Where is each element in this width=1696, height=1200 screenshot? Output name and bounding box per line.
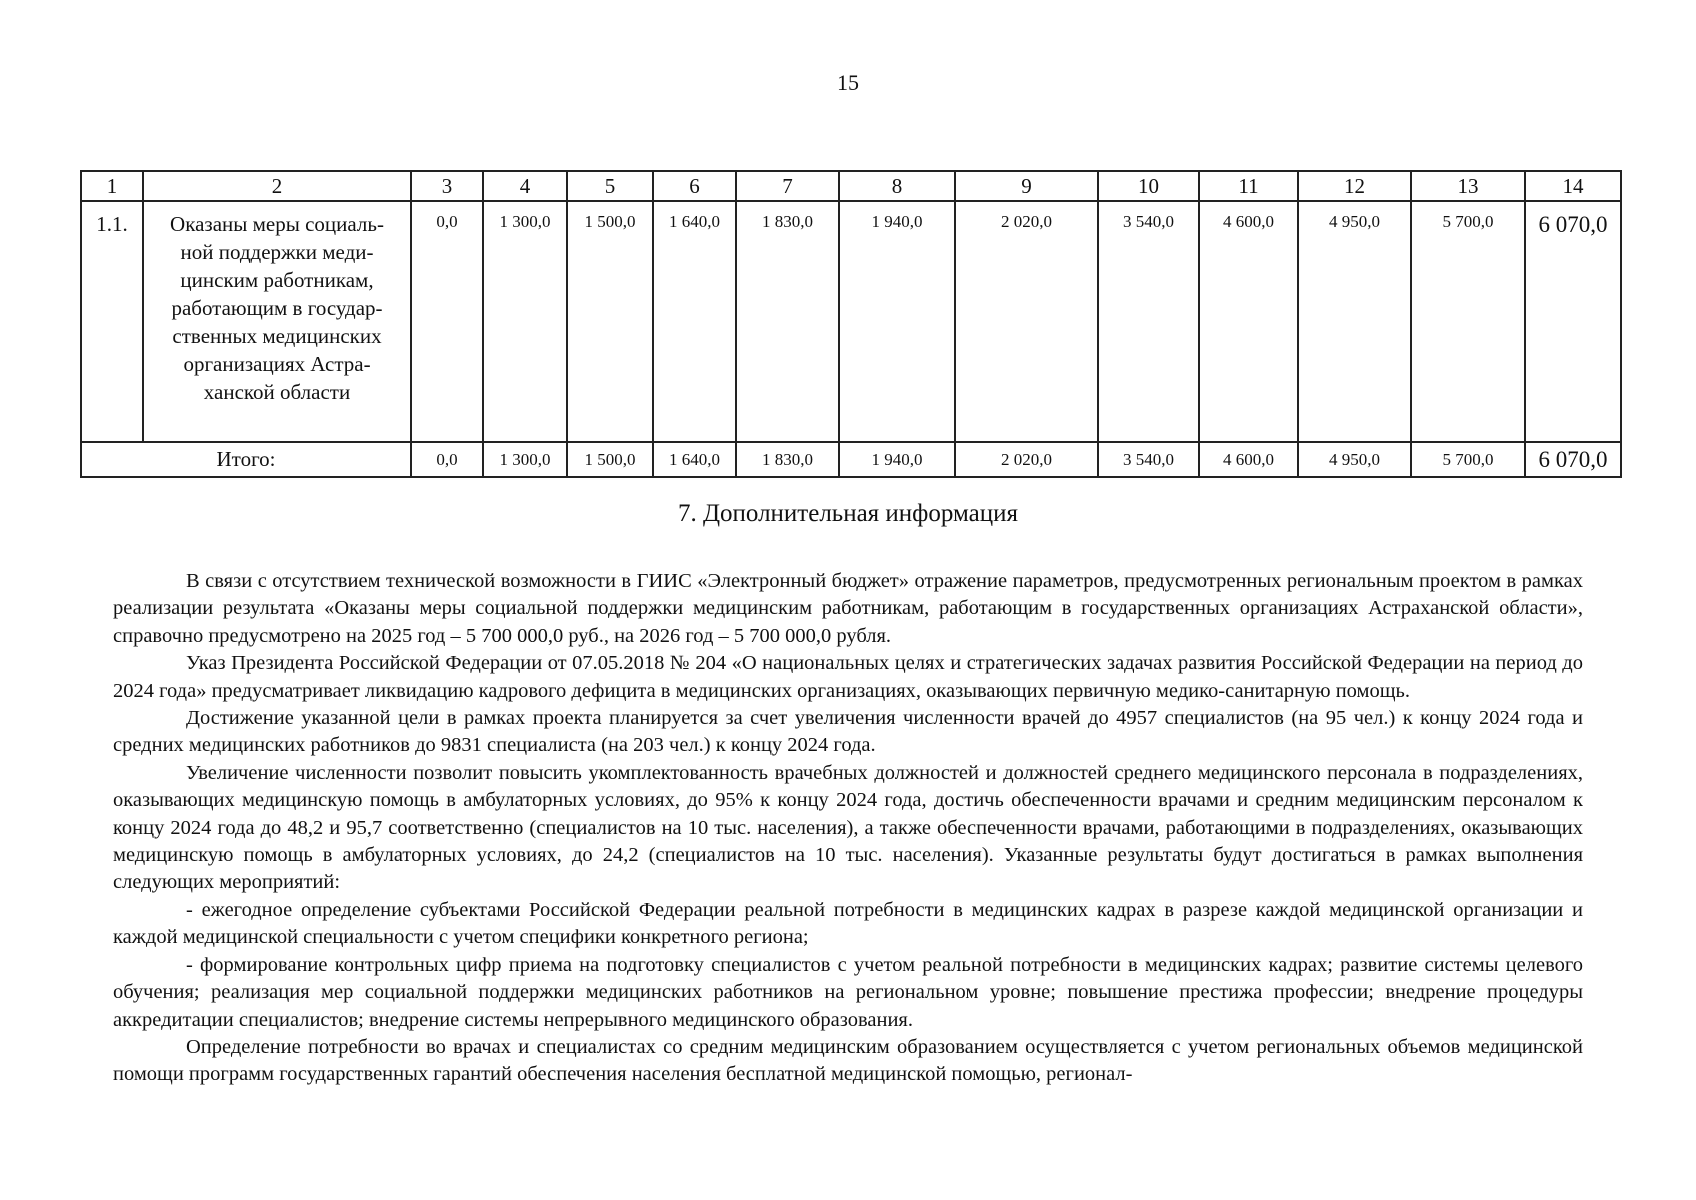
- col-header: 5: [567, 171, 653, 201]
- col-header: 6: [653, 171, 736, 201]
- description-line: ханской области: [203, 380, 351, 404]
- paragraph: Указ Президента Российской Федерации от 07.05.2018 № 204 «О национальных целях и стратегических задачах развития Российской Федерации на период до 2024 года» предусматривает ликвидацию кадрового дефицита в медицинских организациях, оказывающих первичную медико-санитарную помощь.: [113, 652, 1583, 702]
- total-value: 1 830,0: [736, 442, 839, 477]
- cell-value: 1 640,0: [653, 201, 736, 442]
- header-row: [81, 171, 1621, 201]
- total-value: 5 700,0: [1411, 442, 1525, 477]
- description-line: ственных медицинских: [172, 324, 382, 348]
- paragraph: Определение потребности во врачах и специалистах со средним медицинским образованием осуществляется с учетом региональных объемов медицинской помощи программ государственных гарантий обеспечения населения бесплатной медицинской помощью, регионал-: [113, 1035, 1583, 1086]
- col-header: 8: [839, 171, 955, 201]
- col-header: 11: [1199, 171, 1298, 201]
- total-value: 0,0: [411, 442, 483, 477]
- total-value: 4 950,0: [1298, 442, 1411, 477]
- row-index: 1.1.: [81, 201, 143, 442]
- description-line: ной поддержки меди-: [180, 240, 374, 264]
- col-header: 14: [1525, 171, 1621, 201]
- cell-value: 3 540,0: [1098, 201, 1199, 442]
- col-header: 4: [483, 171, 567, 201]
- paragraph: Увеличение численности позволит повысить укомплектованность врачебных должностей и должностей среднего медицинского персонала в подразделениях, оказывающих медицинскую помощь в амбулаторных условиях, до 95% к концу 2024 года, достичь обеспеченности врачами и средним медицинским персоналом к концу 2024 года до 48,2 и 95,7 соответственно (специалистов на 10 тыс. населения), а также обеспеченности врачами, работающими в подразделениях, оказывающих медицинскую помощь в амбулаторных условиях, до 24,2 (специалистов на 10 тыс. населения). Указанные результаты будут достигаться в рамках выполнения следующих мероприятий:: [113, 761, 1583, 894]
- col-header: 10: [1098, 171, 1199, 201]
- total-value: 3 540,0: [1098, 442, 1199, 477]
- cell-value: 4 950,0: [1298, 201, 1411, 442]
- section-title: 7. Дополнительная информация: [677, 500, 1019, 527]
- body-text: [113, 568, 1583, 1089]
- total-row: [81, 442, 1621, 477]
- cell-value: 4 600,0: [1199, 201, 1298, 442]
- col-header: 1: [81, 171, 143, 201]
- total-value: 1 500,0: [567, 442, 653, 477]
- page-number: 15: [837, 70, 859, 95]
- total-value: 2 020,0: [955, 442, 1098, 477]
- total-label: Итого:: [81, 442, 411, 477]
- col-header: 13: [1411, 171, 1525, 201]
- cell-value: 1 940,0: [839, 201, 955, 442]
- cell-value: 1 500,0: [567, 201, 653, 442]
- cell-value: 1 830,0: [736, 201, 839, 442]
- total-value: 1 300,0: [483, 442, 567, 477]
- row-description: [143, 201, 411, 442]
- description-line: работающим в государ-: [171, 296, 383, 320]
- description-line: организациях Астра-: [183, 352, 371, 376]
- cell-value: 1 300,0: [483, 201, 567, 442]
- total-value: 1 640,0: [653, 442, 736, 477]
- description-line: цинским работникам,: [180, 268, 374, 292]
- cell-value: 0,0: [411, 201, 483, 442]
- col-header: 12: [1298, 171, 1411, 201]
- paragraph: В связи с отсутствием технической возможности в ГИИС «Электронный бюджет» отражение параметров, предусмотренных региональным проектом в рамках реализации результата «Оказаны меры социальной поддержки медицинским работникам, работающим в государственных организациях Астраханской области», справочно предусмотрено на 2025 год – 5 700 000,0 руб., на 2026 год – 5 700 000,0 рубля.: [113, 570, 1583, 647]
- col-header: 9: [955, 171, 1098, 201]
- total-value: 1 940,0: [839, 442, 955, 477]
- description-line: Оказаны меры социаль-: [170, 212, 384, 236]
- financing-table: [80, 170, 1622, 478]
- table-row: [81, 201, 1621, 442]
- cell-value: 6 070,0: [1525, 201, 1621, 442]
- cell-value: 2 020,0: [955, 201, 1098, 442]
- col-header: 2: [143, 171, 411, 201]
- cell-value: 5 700,0: [1411, 201, 1525, 442]
- total-value: 6 070,0: [1525, 442, 1621, 477]
- col-header: 7: [736, 171, 839, 201]
- paragraph: Достижение указанной цели в рамках проекта планируется за счет увеличения численности врачей до 4957 специалистов (на 95 чел.) к концу 2024 года и средних медицинских работников до 9831 специалиста (на 203 чел.) к концу 2024 года.: [113, 707, 1583, 757]
- paragraph: - формирование контрольных цифр приема на подготовку специалистов с учетом реальной потребности в медицинских кадрах; развитие системы целевого обучения; реализация мер социальной поддержки медицинских работников на региональном уровне; повышение престижа профессии; внедрение процедуры аккредитации специалистов; внедрение системы непрерывного медицинского образования.: [113, 953, 1583, 1031]
- paragraph: - ежегодное определение субъектами Российской Федерации реальной потребности в медицинских кадрах в разрезе каждой медицинской организации и каждой медицинской специальности с учетом специфики конкретного региона;: [113, 898, 1583, 949]
- col-header: 3: [411, 171, 483, 201]
- total-value: 4 600,0: [1199, 442, 1298, 477]
